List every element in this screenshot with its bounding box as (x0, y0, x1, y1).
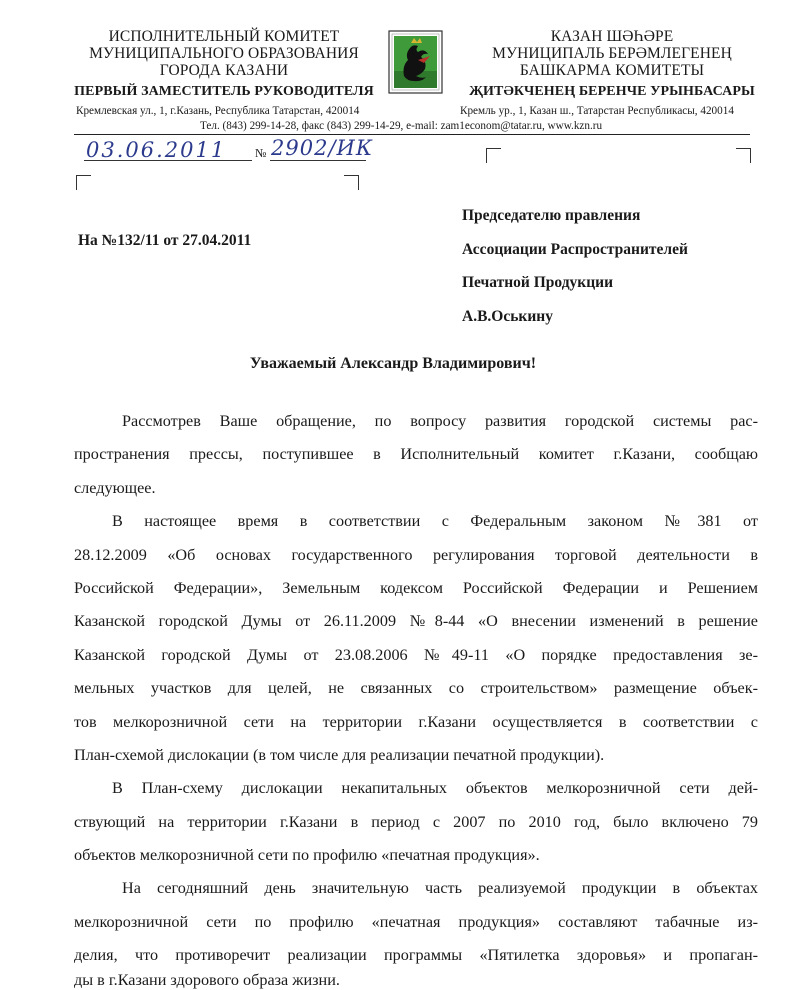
address-block-corner-top-left (486, 148, 501, 163)
addressee-block (462, 199, 688, 333)
body-line: Рассмотрев Ваше обращение, по вопросу развития городской системы рас- (122, 412, 758, 430)
registration-date: 03.06.2011 (86, 138, 227, 162)
body-line: Российской Федерации», Земельным кодексом Российской Федерации и Решением (74, 579, 758, 597)
body-line: мельных участков для целей, не связанных со строительством» размещение объек- (74, 679, 758, 697)
reference-line: На №132/11 от 27.04.2011 (78, 232, 252, 249)
position-ru: ПЕРВЫЙ ЗАМЕСТИТЕЛЬ РУКОВОДИТЕЛЯ (74, 84, 374, 99)
org-name-tt-line-1: КАЗАН ШӘҺӘРЕ (550, 28, 674, 45)
body-line: В План-схему дислокации некапитальных объектов мелкорозничной сети дей- (112, 779, 758, 797)
org-name-ru-line-3: ГОРОДА КАЗАНИ (159, 62, 289, 79)
header-divider (74, 134, 750, 135)
registration-number-label: № (255, 146, 267, 160)
addressee-line-4: А.В.Оськину (462, 307, 553, 325)
left-block-corner-top-left (76, 175, 91, 190)
addressee-line-2: Ассоциации Распространителей (462, 240, 688, 258)
date-underline (84, 160, 252, 161)
body-line: План-схемой дислокации (в том числе для реализации печатной продукции). (74, 746, 605, 764)
body-line: Казанской городской Думы от 26.11.2009 №8-44 «О внесении изменений в решение (74, 612, 758, 630)
kazan-coat-of-arms-icon (388, 30, 443, 94)
header-left-block (74, 28, 374, 100)
body-line: ды в г.Казани здорового образа жизни. (74, 971, 340, 989)
body-line: следующее. (74, 479, 156, 497)
body-line: ствующий на территории г.Казани в период с 2007 по 2010 год, было включено 79 (74, 813, 758, 831)
greeting: Уважаемый Александр Владимирович! (249, 355, 537, 372)
body-line: 28.12.2009 «Об основах государственного регулирования торговой деятельности в (74, 546, 758, 564)
addressee-line-1: Председателю правления (462, 207, 641, 224)
body-line: На сегодняшний день значительную часть реализуемой продукции в объектах (122, 879, 758, 897)
body-line: мелкорозничной сети по профилю «печатная продукция» составляют табачные из- (74, 913, 758, 931)
org-name-ru-line-1: ИСПОЛНИТЕЛЬНЫЙ КОМИТЕТ (108, 28, 340, 45)
left-block-corner-top-right (344, 175, 359, 190)
org-name-ru-line-2: МУНИЦИПАЛЬНОГО ОБРАЗОВАНИЯ (89, 45, 359, 62)
address-tt: Кремль ур., 1, Казан ш., Татарстан Республикасы, 420014 (460, 105, 734, 117)
address-ru: Кремлевская ул., 1, г.Казань, Республика Татарстан, 420014 (76, 105, 360, 117)
body-line: пространения прессы, поступившее в Исполнительный комитет г.Казани, сообщаю (74, 445, 758, 463)
number-underline (270, 160, 366, 161)
body-line: Казанской городской Думы от 23.08.2006 №49-11 «О порядке предоставления зе- (74, 646, 758, 664)
body-line: тов мелкорозничной сети на территории г.Казани осуществляется в соответствии с (74, 713, 758, 731)
org-name-tt-line-3: БАШКАРМА КОМИТЕТЫ (519, 62, 705, 79)
header-right-block (462, 28, 762, 100)
position-tt: ҖИТӘКЧЕНЕҢ БЕРЕНЧЕ УРЫНБАСАРЫ (469, 84, 755, 99)
address-block-corner-top-right (736, 148, 751, 163)
body-line: делия, что противоречит реализации программы «Пятилетка здоровья» и пропаган- (74, 946, 758, 964)
contact-line: Тел. (843) 299-14-28, факс (843) 299-14-29, e-mail: zam1econom@tatar.ru, www.kzn.ru (200, 120, 603, 132)
body-line: объектов мелкорозничной сети по профилю «печатная продукция». (74, 846, 540, 864)
registration-number: 2902/ИК (271, 136, 374, 160)
body-line: В настоящее время в соответствии с Федеральным законом №381 от (112, 512, 758, 530)
org-name-tt-line-2: МУНИЦИПАЛЬ БЕРӘМЛЕГЕНЕҢ (492, 45, 732, 62)
addressee-line-3: Печатной Продукции (462, 274, 614, 291)
